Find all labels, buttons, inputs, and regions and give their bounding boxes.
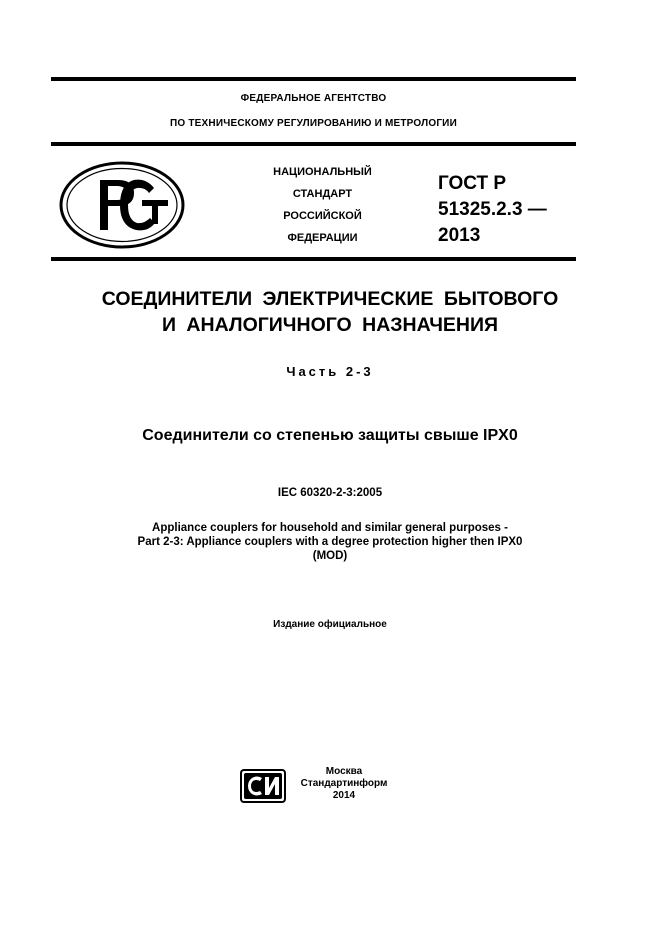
english-line-3: (MOD) bbox=[312, 550, 348, 562]
rst-certification-logo-icon bbox=[58, 160, 186, 250]
header-bottom-rule bbox=[51, 257, 576, 261]
edition-label: Издание официальное bbox=[273, 619, 387, 630]
english-line-1: Appliance couplers for household and similar general purposes - bbox=[152, 522, 508, 534]
english-title bbox=[30, 521, 630, 563]
publisher-city: Москва bbox=[325, 766, 363, 777]
agency-line-2: ПО ТЕХНИЧЕСКОМУ РЕГУЛИРОВАНИЮ И МЕТРОЛОГИИ bbox=[170, 118, 457, 129]
national-standard-line-1: НАЦИОНАЛЬНЫЙ bbox=[273, 166, 372, 178]
national-standard-line-4: ФЕДЕРАЦИИ bbox=[287, 232, 358, 244]
iec-reference: IEC 60320-2-3:2005 bbox=[277, 487, 383, 499]
gost-line-2: 51325.2.3 — bbox=[438, 199, 547, 220]
national-standard-line-2: СТАНДАРТ bbox=[292, 188, 353, 200]
english-line-2: Part 2-3: Appliance couplers with a degree protection higher then IPX0 bbox=[137, 536, 523, 548]
publisher-info bbox=[292, 766, 396, 802]
gost-line-1: ГОСТ Р bbox=[438, 173, 507, 194]
agency-rule bbox=[51, 142, 576, 146]
title-line-1: СОЕДИНИТЕЛИ ЭЛЕКТРИЧЕСКИЕ БЫТОВОГО bbox=[101, 288, 559, 310]
document-title bbox=[30, 286, 630, 338]
national-standard-line-3: РОССИЙСКОЙ bbox=[283, 210, 362, 222]
part-label: Часть 2-3 bbox=[286, 364, 374, 379]
national-standard-label bbox=[230, 161, 415, 249]
document-subtitle: Соединители со степенью защиты свыше IPX0 bbox=[142, 427, 518, 444]
top-rule bbox=[51, 77, 576, 81]
gost-number bbox=[438, 171, 547, 249]
title-line-2: И АНАЛОГИЧНОГО НАЗНАЧЕНИЯ bbox=[161, 314, 499, 336]
publisher-year: 2014 bbox=[332, 790, 356, 801]
standartinform-icon bbox=[240, 769, 286, 803]
gost-line-3: 2013 bbox=[438, 225, 481, 246]
agency-line-1: ФЕДЕРАЛЬНОЕ АГЕНТСТВО bbox=[240, 93, 387, 104]
publisher-name: Стандартинформ bbox=[300, 778, 388, 789]
